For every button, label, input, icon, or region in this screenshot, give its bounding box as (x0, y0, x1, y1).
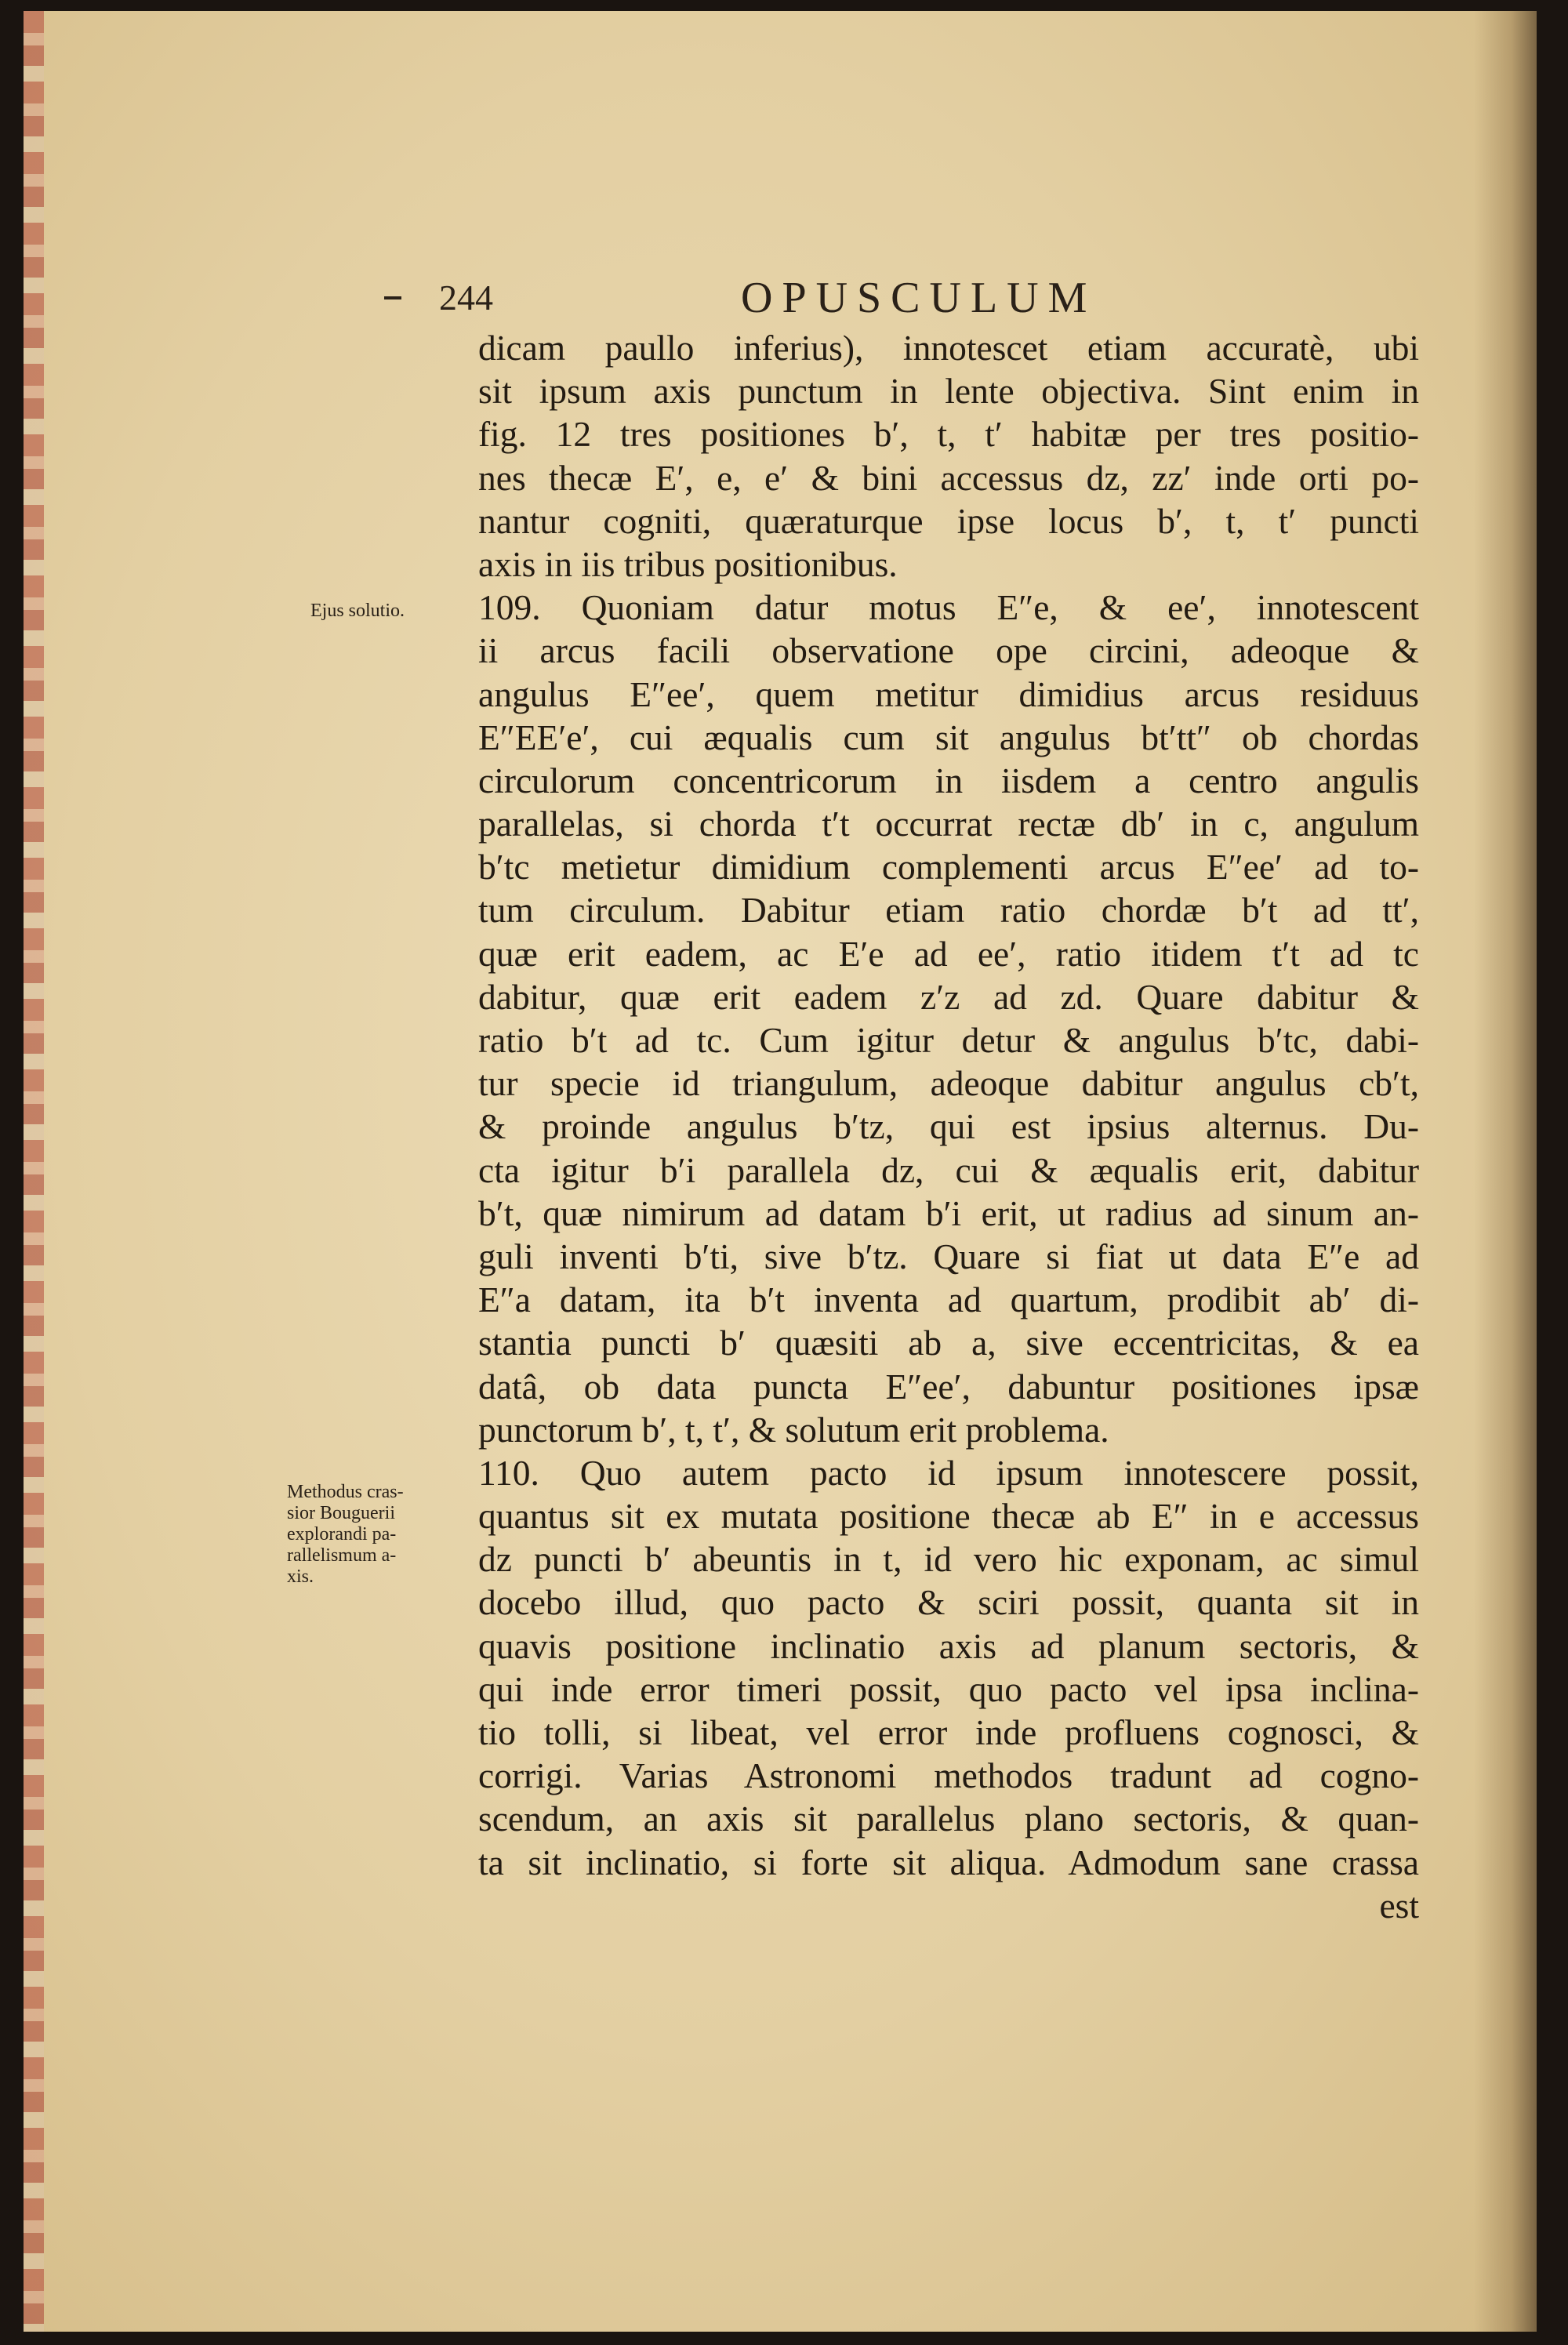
text-line: axis in iis tribus positionibus. (478, 543, 898, 584)
text-line: nes thecæ E′, e, e′ & bini accessus dz, zz′ inde orti po- (478, 457, 1419, 498)
text-line: cta igitur b′i parallela dz, cui & æqualis erit, dabitur (478, 1149, 1419, 1190)
text-line: 110. Quo autem pacto id ipsum innotescere possit, (478, 1452, 1419, 1493)
text-line: scendum, an axis sit parallelus plano sectoris, & quan- (478, 1799, 1419, 1839)
text-line: sit ipsum axis punctum in lente objectiva. Sint enim in (478, 371, 1419, 412)
text-line: ta sit inclinatio, si forte sit aliqua. Admodum sane crassa (478, 1842, 1419, 1882)
running-head: OPUSCULUM (741, 274, 1097, 322)
text-line: stantia puncti b′ quæsiti ab a, sive eccentricitas, & ea (478, 1323, 1419, 1363)
text-line: b′t, quæ nimirum ad datam b′i erit, ut radius ad sinum an- (478, 1192, 1419, 1233)
binding-strip (24, 11, 44, 2332)
margin-note-line: xis. (287, 1566, 314, 1587)
text-line: datâ, ob data puncta E″ee′, dabuntur positiones ipsæ (478, 1366, 1419, 1407)
page-edge-shadow (1474, 11, 1537, 2332)
text-line: ratio b′t ad tc. Cum igitur detur & angulus b′tc, dabi- (478, 1020, 1419, 1060)
book-page (24, 11, 1537, 2332)
page-header (384, 270, 1482, 326)
margin-note-method (287, 1482, 404, 1588)
text-line: tio tolli, si libeat, vel error inde profluens cognosci, & (478, 1712, 1419, 1752)
catchword: est (1379, 1885, 1419, 1926)
margin-note-line: Ejus solutio. (310, 601, 405, 621)
text-line: tum circulum. Dabitur etiam ratio chordæ b′t ad tt′, (478, 890, 1419, 931)
header-dash (384, 296, 401, 299)
text-line: nantur cogniti, quæraturque ipse locus b′, t, t′ puncti (478, 500, 1419, 541)
text-line: tur specie id triangulum, adeoque dabitur angulus cb′t, (478, 1063, 1419, 1104)
text-line: quantus sit ex mutata positione thecæ ab E″ in e accessus (478, 1496, 1419, 1537)
text-line: ii arcus facili observatione ope circini, adeoque & (478, 630, 1419, 671)
text-line: b′tc metietur dimidium complementi arcus E″ee′ ad to- (478, 847, 1419, 888)
text-line: quavis positione inclinatio axis ad planum sectoris, & (478, 1625, 1419, 1666)
text-line: guli inventi b′ti, sive b′tz. Quare si fiat ut data E″e ad (478, 1236, 1419, 1276)
body-text (478, 326, 1419, 1927)
text-line: qui inde error timeri possit, quo pacto vel ipsa inclina- (478, 1668, 1419, 1709)
page-number: 244 (439, 278, 493, 318)
text-line: quæ erit eadem, ac E′e ad ee′, ratio itidem t′t ad tc (478, 933, 1419, 974)
margin-note-solution (310, 601, 405, 622)
text-line: & proinde angulus b′tz, qui est ipsius alternus. Du- (478, 1106, 1419, 1147)
text-line: docebo illud, quo pacto & sciri possit, quanta sit in (478, 1582, 1419, 1623)
margin-note-line: explorandi pa- (287, 1524, 397, 1545)
text-line: 109. Quoniam datur motus E″e, & ee′, innotescent (478, 587, 1419, 628)
text-line: E″a datam, ita b′t inventa ad quartum, prodibit ab′ di- (478, 1280, 1419, 1320)
margin-note-line: sior Bouguerii (287, 1503, 395, 1523)
text-line: circulorum concentricorum in iisdem a centro angulis (478, 760, 1419, 800)
margin-note-line: Methodus cras- (287, 1482, 404, 1502)
text-line: fig. 12 tres positiones b′, t, t′ habitæ per tres positio- (478, 414, 1419, 455)
text-line: punctorum b′, t, t′, & solutum erit problema. (478, 1409, 1109, 1450)
margin-note-line: rallelismum a- (287, 1545, 397, 1566)
text-line: dabitur, quæ erit eadem z′z ad zd. Quare dabitur & (478, 976, 1419, 1017)
text-line: parallelas, si chorda t′t occurrat rectæ db′ in c, angulum (478, 804, 1419, 844)
text-line: angulus E″ee′, quem metitur dimidius arcus residuus (478, 673, 1419, 714)
text-line: dicam paullo inferius), innotescet etiam accuratè, ubi (478, 328, 1419, 368)
text-line: corrigi. Varias Astronomi methodos tradunt ad cogno- (478, 1755, 1419, 1796)
text-line: dz puncti b′ abeuntis in t, id vero hic exponam, ac simul (478, 1539, 1419, 1580)
text-line: E″EE′e′, cui æqualis cum sit angulus bt′tt″ ob chordas (478, 717, 1419, 757)
